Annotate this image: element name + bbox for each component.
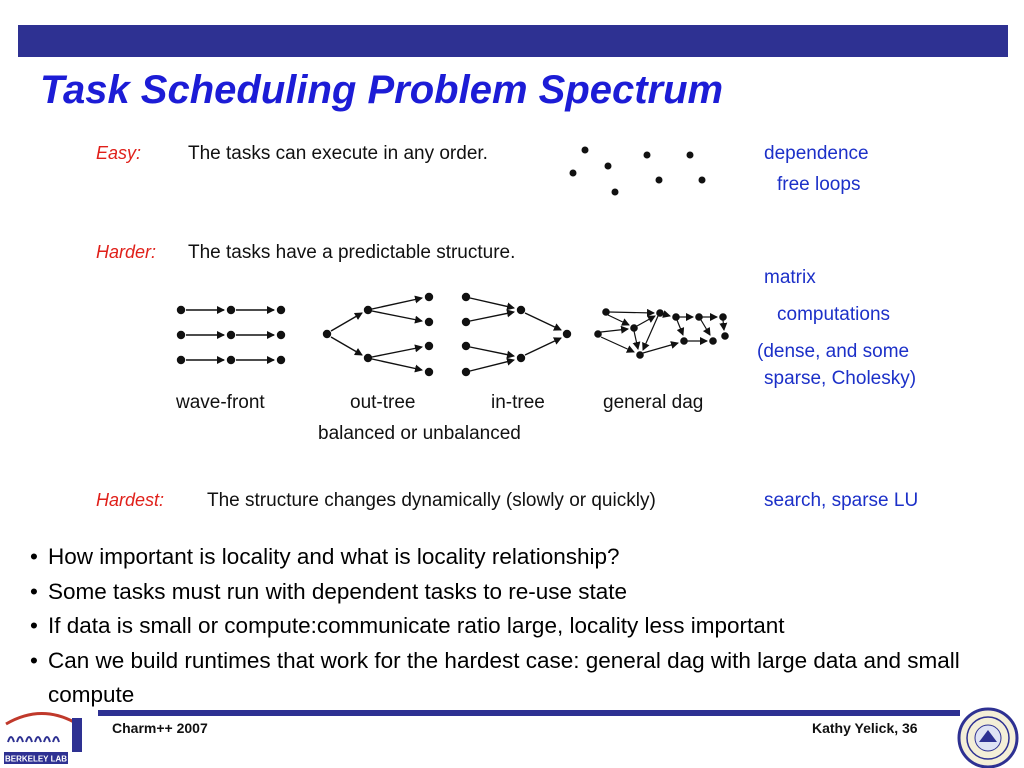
harder-side-line3: (dense, and some [757, 341, 910, 362]
bullet-item: • How important is locality and what is locality relationship? [30, 540, 1015, 575]
in-tree-graph [463, 294, 571, 376]
caption-wave-front: wave-front [176, 392, 265, 413]
university-seal-icon [956, 706, 1020, 768]
footer-left-text: Charm++ 2007 [112, 720, 208, 736]
caption-balanced: balanced or unbalanced [318, 423, 521, 444]
caption-out-tree: out-tree [350, 392, 416, 413]
general-dag-graph [595, 309, 728, 358]
hardest-side: search, sparse LU [764, 490, 919, 511]
bullet-text: How important is locality and what is locality relationship? [48, 544, 620, 569]
bullet-text: Can we build runtimes that work for the hardest case: general dag with large data and small compute [48, 647, 960, 707]
logo-text: BERKELEY LAB [4, 754, 68, 764]
easy-description: The tasks can execute in any order. [188, 143, 488, 164]
caption-in-tree: in-tree [491, 392, 545, 413]
bullet-item: • Can we build runtimes that work for the hardest case: general dag with large data and small compute [30, 644, 1015, 713]
harder-description: The tasks have a predictable structure. [188, 242, 516, 263]
berkeley-lab-logo [0, 700, 100, 768]
harder-label: Harder: [96, 242, 157, 262]
bullet-text: If data is small or compute:communicate ratio large, locality less important [48, 613, 785, 638]
caption-general-dag: general dag [603, 392, 704, 413]
bullet-list [30, 540, 1015, 713]
footer-bar [98, 710, 960, 716]
slide-title: Task Scheduling Problem Spectrum [40, 68, 724, 112]
footer-right-text: Kathy Yelick, 36 [812, 720, 918, 736]
easy-label: Easy: [96, 143, 142, 163]
out-tree-graph [324, 294, 433, 376]
bullet-item: • Some tasks must run with dependent tasks to re-use state [30, 575, 1015, 610]
hardest-label: Hardest: [96, 490, 165, 510]
hardest-description: The structure changes dynamically (slowly or quickly) [207, 490, 656, 511]
easy-side-line2: free loops [777, 174, 861, 195]
harder-side-line1: matrix [764, 267, 816, 288]
wave-front-graph [178, 307, 285, 364]
harder-side-line4: sparse, Cholesky) [764, 368, 917, 389]
independent-tasks [570, 147, 706, 196]
bullet-text: Some tasks must run with dependent tasks to re-use state [48, 578, 628, 604]
bullet-item: • If data is small or compute:communicate ratio large, locality less important [30, 609, 1015, 644]
harder-side-line2: computations [777, 304, 891, 325]
easy-side-line1: dependence [764, 143, 869, 164]
